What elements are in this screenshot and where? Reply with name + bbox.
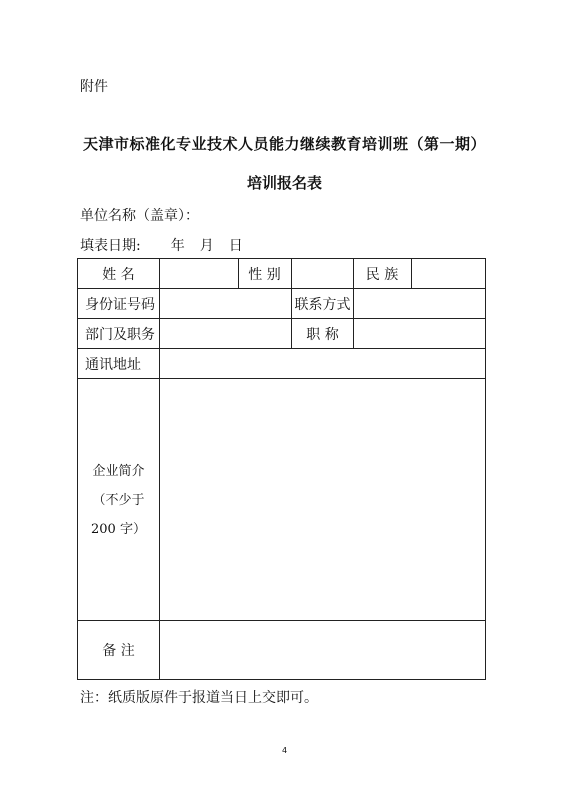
id-number-field[interactable] bbox=[160, 289, 291, 318]
date-day: 日 bbox=[228, 238, 243, 254]
address-label: 通讯地址 bbox=[85, 356, 141, 373]
name-label: 姓 名 bbox=[102, 266, 135, 283]
unit-name-label: 单位名称（盖章）： bbox=[80, 208, 199, 224]
company-intro-line1: 企业简介 bbox=[92, 463, 145, 479]
footnote: 注：纸质版原件于报道当日上交即可。 bbox=[80, 690, 318, 706]
fill-date-label: 填表日期: bbox=[80, 238, 141, 254]
name-field[interactable] bbox=[160, 259, 238, 288]
date-year: 年 bbox=[170, 238, 185, 254]
date-month: 月 bbox=[199, 238, 214, 254]
gender-field[interactable] bbox=[292, 259, 353, 288]
fill-date-line bbox=[80, 235, 243, 255]
contact-label: 联系方式 bbox=[294, 296, 351, 313]
remarks-label: 备 注 bbox=[102, 643, 135, 659]
gender-label: 性 别 bbox=[248, 266, 281, 283]
id-number-label: 身份证号码 bbox=[85, 296, 155, 313]
form-subtitle: 培训报名表 bbox=[246, 174, 322, 192]
department-position-label: 部门及职务 bbox=[85, 326, 155, 343]
professional-title-field[interactable] bbox=[354, 319, 485, 348]
attachment-label: 附件 bbox=[80, 79, 108, 95]
form-title: 天津市标准化专业技术人员能力继续教育培训班（第一期） bbox=[82, 135, 486, 153]
ethnicity-field[interactable] bbox=[412, 259, 485, 288]
professional-title-label: 职 称 bbox=[306, 326, 339, 343]
registration-form-table bbox=[77, 258, 486, 680]
address-field[interactable] bbox=[160, 349, 485, 378]
remarks-field[interactable] bbox=[160, 621, 485, 679]
company-intro-label bbox=[78, 379, 159, 621]
contact-field[interactable] bbox=[354, 289, 485, 318]
page-number: 4 bbox=[281, 746, 288, 755]
ethnicity-label: 民 族 bbox=[365, 266, 399, 283]
department-position-field[interactable] bbox=[160, 319, 291, 348]
company-intro-field[interactable] bbox=[160, 379, 485, 620]
company-intro-line2: （不少于 bbox=[92, 492, 145, 508]
company-intro-line3: 200 字） bbox=[91, 521, 146, 537]
